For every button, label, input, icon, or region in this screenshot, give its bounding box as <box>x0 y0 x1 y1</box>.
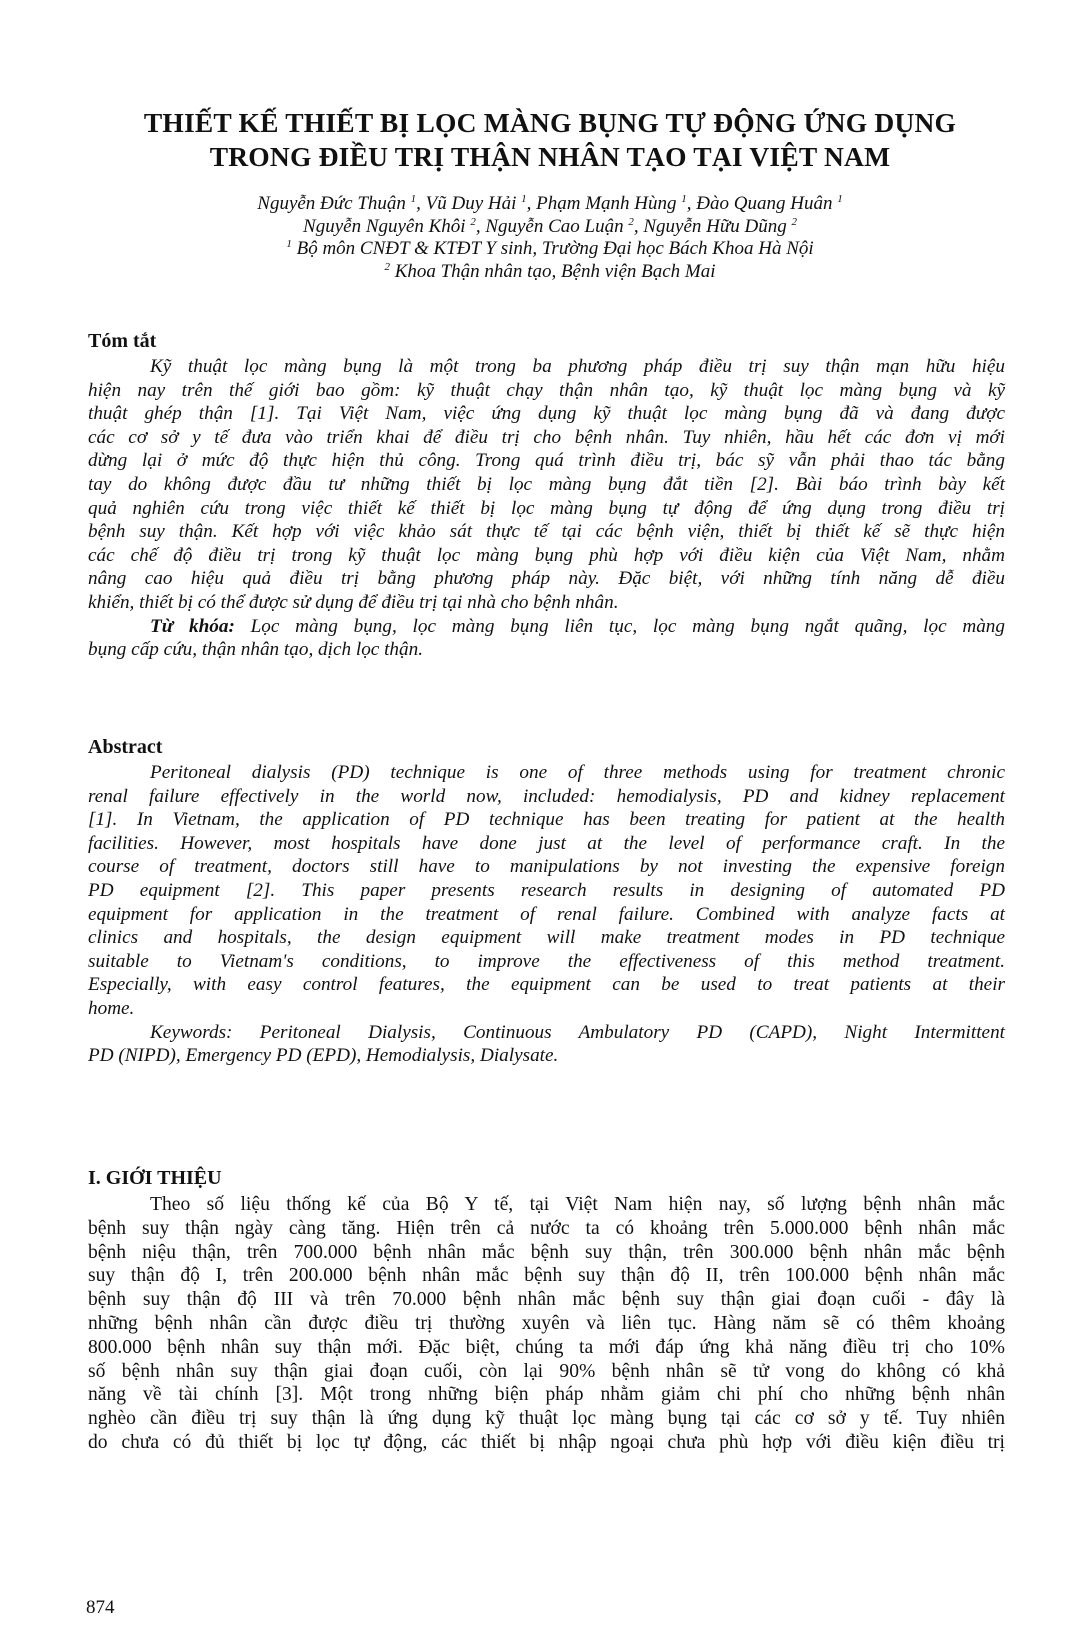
intro-line: số bệnh nhân suy thận giai đoạn cuối, còn lại 90% bệnh nhân sẽ tử vong do không có khả <box>88 1360 1005 1382</box>
intro-line: bệnh suy thận độ III và trên 70.000 bệnh nhân mắc bệnh suy thận giai đoạn cuối - đây là <box>88 1289 1005 1311</box>
intro-line: 800.000 bệnh nhân suy thận mới. Đặc biệt, chúng ta mới đáp ứng khả năng điều trị cho 10% <box>88 1336 1005 1358</box>
author-affiliation-mark: 1 <box>681 193 687 205</box>
intro-line: bệnh suy thận ngày càng tăng. Hiện trên cả nước ta có khoảng trên 5.000.000 bệnh nhân mắc <box>88 1217 1005 1239</box>
affiliation-number: 2 <box>384 260 390 273</box>
intro-line: năng về tài chính [3]. Một trong những biện pháp nhằm giảm chi phí cho những bệnh nhân <box>88 1384 1005 1406</box>
abstract-line: Peritoneal dialysis (PD) technique is one of three methods using for treatment chronic <box>150 762 1005 783</box>
author-name: Vũ Duy Hải <box>425 193 517 214</box>
abstract-keywords-line: Keywords: Peritoneal Dialysis, Continuous Ambulatory PD (CAPD), Night Intermittent <box>150 1021 1005 1043</box>
summary-line: các chế độ điều trị trong kỹ thuật lọc màng bụng phù hợp với điều kiện của Việt Nam, nhằm <box>88 544 1005 566</box>
summary-line: Kỹ thuật lọc màng bụng là một trong ba phương pháp điều trị suy thận mạn hữu hiệu <box>150 356 1005 377</box>
affiliation-2 <box>90 261 1010 284</box>
authors-line-2: Nguyễn Nguyên Khôi $^2$, Nguyễn Cao Luận $^2$, Nguyễn Hữu Dũng $^2$ <box>303 215 797 237</box>
author-affiliation-mark: 1 <box>410 193 417 205</box>
paper-title <box>90 106 1010 174</box>
author-affiliation-mark: 2 <box>791 215 797 228</box>
authors-line-1: Nguyễn Đức Thuận $^1$, Vũ Duy Hải $^1$, Phạm Mạnh Hùng $^1$, Đào Quang Huân $^1$ <box>257 193 843 214</box>
summary-line: các cơ sở y tế đưa vào triển khai để điều trị cho bệnh nhân. Tuy nhiên, hầu hết các đơn vị mới <box>88 426 1005 448</box>
summary-heading: Tóm tắt <box>88 330 157 352</box>
author-block <box>90 193 1010 283</box>
abstract-line: course of treatment, doctors still have to manipulations by not investing the expensive foreign <box>88 856 1005 878</box>
intro-line: suy thận độ I, trên 200.000 bệnh nhân mắc bệnh suy thận độ II, trên 100.000 bệnh nhân mắc <box>88 1265 1005 1287</box>
intro-body <box>88 1193 1005 1455</box>
author-affiliation-mark: 1 <box>521 193 527 205</box>
abstract-line: home. <box>88 997 135 1019</box>
summary-line: quả nghiên cứu trong việc thiết kế thiết bị lọc màng bụng tự động để ứng dụng trong điều trị <box>88 497 1005 519</box>
affiliation-1 <box>90 238 1010 261</box>
affiliation-text: Khoa Thận nhân tạo, Bệnh viện Bạch Mai <box>394 260 716 282</box>
summary-line: dừng lại ở mức độ thực hiện thủ công. Trong quá trình điều trị, bác sỹ vẫn phải thao tác bằng <box>88 450 1005 472</box>
summary-keywords-line <box>88 615 1005 639</box>
author-affiliation-mark: 2 <box>470 215 476 228</box>
author-affiliation-mark: 1 <box>837 193 843 205</box>
summary-line: bệnh suy thận. Kết hợp với việc khảo sát thực tế tại các bệnh viện, thiết bị thiết kế sẽ thực hiện <box>88 521 1005 543</box>
page-number: 874 <box>86 1597 115 1618</box>
title-line-2: TRONG ĐIỀU TRỊ THẬN NHÂN TẠO TẠI VIỆT NAM <box>209 141 891 172</box>
abstract-line: facilities. However, most hospitals have done just at the level of performance craft. In the <box>88 832 1005 854</box>
summary-line: tay do không được đầu tư những thiết bị lọc màng bụng đắt tiền [2]. Bài báo trình bày kết <box>88 473 1005 495</box>
summary-keywords-line: bụng cấp cứu, thận nhân tạo, dịch lọc thận. <box>88 639 424 661</box>
abstract-body <box>88 761 1005 1068</box>
keywords-text: Lọc màng bụng, lọc màng bụng liên tục, lọc màng bụng ngắt quãng, lọc màng <box>234 615 1005 637</box>
affiliation-text: Bộ môn CNĐT & KTĐT Y sinh, Trường Đại học Bách Khoa Hà Nội <box>296 238 814 259</box>
abstract-heading: Abstract <box>88 736 163 758</box>
intro-line: Theo số liệu thống kế của Bộ Y tế, tại Việt Nam hiện nay, số lượng bệnh nhân mắc <box>150 1194 1005 1215</box>
author-name: Phạm Mạnh Hùng <box>536 193 677 214</box>
abstract-line: equipment for application in the treatment of renal failure. Combined with analyze facts at <box>88 903 1005 925</box>
intro-line: những bệnh nhân cần được điều trị thường xuyên và liên tục. Hàng năm sẽ có thêm khoảng <box>88 1312 1005 1334</box>
summary-body <box>88 355 1005 662</box>
abstract-keywords-line: PD (NIPD), Emergency PD (EPD), Hemodialysis, Dialysate. <box>88 1045 559 1067</box>
abstract-line: renal failure effectively in the world now, included: hemodialysis, PD and kidney replacement <box>88 785 1005 807</box>
author-affiliation-mark: 2 <box>628 215 634 228</box>
intro-heading: I. GIỚI THIỆU <box>88 1167 222 1189</box>
summary-line: thuật ghép thận [1]. Tại Việt Nam, việc ứng dụng kỹ thuật lọc màng bụng đã và đang được <box>88 403 1005 425</box>
affiliation-number: 1 <box>286 238 292 250</box>
author-name: Nguyễn Nguyên Khôi <box>303 215 466 237</box>
summary-line: khiển, thiết bị có thể được sử dụng để điều trị tại nhà cho bệnh nhân. <box>88 591 619 613</box>
author-name: Nguyễn Cao Luận <box>485 215 624 237</box>
intro-line: bệnh niệu thận, trên 700.000 bệnh nhân mắc bệnh suy thận, trên 300.000 bệnh nhân mắc bệnh <box>88 1241 1005 1263</box>
abstract-line: suitable to Vietnam's conditions, to improve the effectiveness of this method treatment. <box>88 950 1005 972</box>
summary-line: nâng cao hiệu quả điều trị bằng phương pháp này. Đặc biệt, với những tính năng dễ điều <box>88 568 1005 590</box>
author-name: Nguyễn Hữu Dũng <box>643 215 787 237</box>
keywords-label: Từ khóa: <box>150 615 235 637</box>
title-line-1: THIẾT KẾ THIẾT BỊ LỌC MÀNG BỤNG TỰ ĐỘNG ỨNG DỤNG <box>143 107 957 138</box>
abstract-line: PD equipment [2]. This paper presents research results in designing of automated PD <box>88 879 1005 901</box>
author-name: Đào Quang Huân <box>696 193 833 214</box>
abstract-line: [1]. In Vietnam, the application of PD technique has been treating for patient at the health <box>88 809 1005 831</box>
abstract-line: Especially, with easy control features, the equipment can be used to treat patients at their <box>88 974 1005 996</box>
author-name: Nguyễn Đức Thuận <box>257 193 406 214</box>
summary-line: hiện nay trên thế giới bao gồm: kỹ thuật chạy thận nhân tạo, kỹ thuật lọc màng bụng và kỹ <box>88 379 1005 401</box>
intro-line: nghèo cần điều trị suy thận là ứng dụng kỹ thuật lọc màng bụng tại các cơ sở y tế. Tuy nhiên <box>88 1408 1005 1430</box>
abstract-line: clinics and hospitals, the design equipment will make treatment modes in PD technique <box>88 927 1005 949</box>
intro-line: do chưa có đủ thiết bị lọc tự động, các thiết bị nhập ngoại chưa phù hợp với điều kiện điều trị <box>88 1431 1005 1453</box>
